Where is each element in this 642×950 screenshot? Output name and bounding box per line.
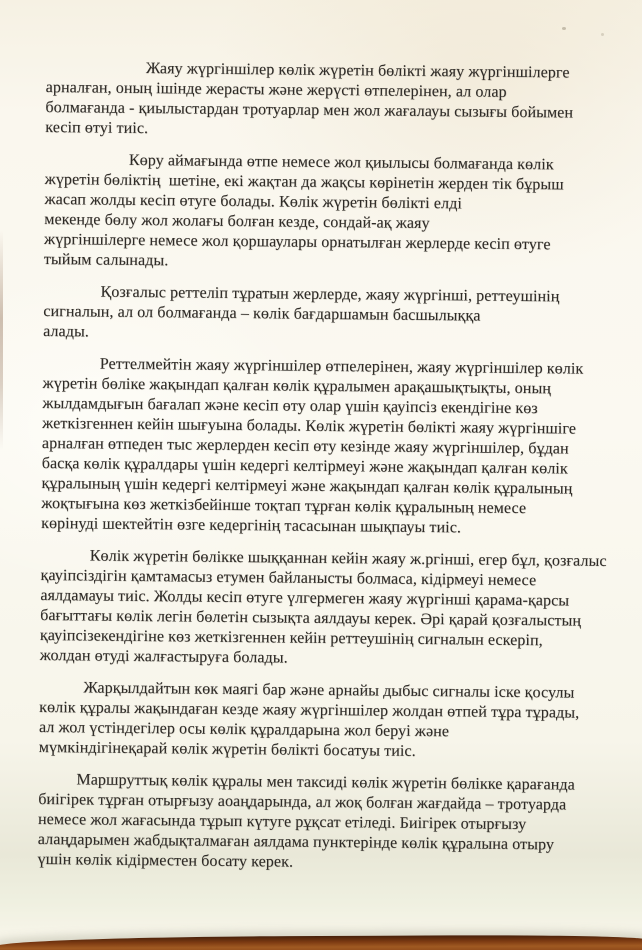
- text-line: сигналын, ал ол болмағанда – көлік бағдаршамын басшылыққа: [43, 302, 481, 325]
- paper-speck: [601, 33, 604, 36]
- document-text: [37, 58, 624, 888]
- text-line: жасап жолды кесіп өтуге болады. Көлік жүретін бөлікті елді: [44, 190, 463, 213]
- paragraph: [39, 678, 618, 764]
- text-line: басқа көлік құралдары үшін кедергі келтірмеуі және жақындап қалған көлік: [41, 454, 568, 478]
- text-line: Жарқылдайтын көк маягі бар және арнайы дыбыс сигналы іске қосулы: [83, 679, 575, 702]
- text-line: көрінуді шектейтін өзге кедергінің тасасынан шықпауы тиіс.: [41, 514, 462, 537]
- text-line: қауіпсізекендігіне көз жеткізгеннен кейін реттеушінің сигналын ескеріп,: [39, 626, 543, 650]
- text-line: жолдан өтуді жалғастыруға болады.: [39, 646, 288, 667]
- paragraph: [40, 546, 619, 672]
- text-line: арналған өтпеден тыс жерлерден кесіп өту кезінде жаяу жүргіншілер, бұдан: [41, 434, 569, 458]
- text-line: Көру аймағында өтпе немесе жол қиылысы болмағанда көлік: [128, 151, 554, 174]
- text-line: алады.: [43, 322, 90, 341]
- paragraph: [37, 770, 616, 876]
- text-line: аялдамауы тиіс. Жолды кесіп өтуге үлгермеген жаяу жүргінші қарама-қарсы: [40, 586, 570, 610]
- text-line: болмағанда - қиылыстардан тротуарлар мен жол жағалауы сызығы бойымен: [45, 98, 574, 122]
- text-line: мүмкіндігінеқарай көлік жүретін бөлікті босатуы тиіс.: [38, 738, 416, 760]
- text-line: жеткізгеннен кейін шығуына болады. Көлік жүретін бөлікті жаяу жүргіншіге: [42, 414, 577, 438]
- paragraph: [45, 58, 624, 144]
- text-line: мекенде бөлу жол жолағы болған кезде, сондай-ақ жаяу: [44, 210, 430, 233]
- table-edge: [0, 935, 642, 950]
- paragraph: [44, 150, 623, 276]
- text-line: тыйым салынады.: [43, 250, 169, 270]
- text-line: қауіпсіздігін қамтамасыз етумен байланысты болмаса, кідірмеуі немесе: [40, 566, 537, 590]
- text-line: жылдамдығын бағалап және кесіп өту олар үшін қауіпсіз екендігіне көз: [42, 394, 538, 418]
- text-line: Қозғалыс реттеліп тұратын жерлерде, жаяу жүргінші, реттеушінің: [100, 283, 560, 306]
- text-line: көлік құралы жақындаған кезде жаяу жүргіншілер жолдан өтпей тұра тұрады,: [39, 698, 580, 722]
- text-line: Көлік жүретін бөлікке шыққаннан кейін жаяу ж.ргінші, егер бұл, қозғалыс: [89, 547, 607, 570]
- text-line: жоқтығына көз жеткізбейінше тоқтап тұрған көлік құралының немесе: [41, 494, 527, 518]
- text-line: арналған, оның ішінде жерасты және жерүсті өтпелерінен, ал олар: [45, 78, 507, 101]
- text-line: Жаяу жүргіншілер көлік жүретін бөлікті жаяу жүргіншілерге: [145, 60, 570, 82]
- paragraph: [43, 282, 622, 348]
- text-line: үшін көлік кідірместен босату керек.: [37, 850, 294, 871]
- paper-speck: [562, 27, 566, 30]
- text-line: алаңдарымен жабдықталмаған аялдама пунктерінде көлік құралына отыру: [37, 830, 555, 854]
- text-line: ал жол үстіндегілер осы көлік құралдарына жол беруі және: [38, 718, 450, 741]
- text-line: бағыттағы көлік легін бөлетін сызықта аялдауы керек. Әрі қарай қозғалыстың: [40, 606, 582, 630]
- text-line: жүретін бөліке жақындап қалған көлік құралымен арақашықтықты, оның: [42, 374, 552, 398]
- text-line: биігірек тұрған отырғызу аоаңдарында, ал жоқ болған жағдайда – тротуарда: [38, 790, 567, 814]
- text-line: Реттелмейтін жаяу жүргіншілер өтпелерінен, жаяу жүргіншілер көлік: [99, 355, 584, 378]
- text-line: кесіп өтуі тиіс.: [45, 118, 149, 138]
- text-line: жүретін бөліктің шетіне, екі жақтан да жақсы көрінетін жерден тік бұрыш: [44, 170, 564, 194]
- text-line: немесе жол жағасында тұрып күтуге рұқсат етіледі. Биігірек отырғызу: [37, 810, 527, 834]
- page-edge-shadow: [0, 230, 3, 450]
- text-line: құралының үшін кедергі келтірмеуі және жақындап қалған көлік құралының: [41, 474, 573, 498]
- text-line: жүргіншілерге немесе жол қоршаулары орнатылған жерлерде кесіп өтуге: [44, 230, 551, 254]
- text-line: Маршруттық көлік құралы мен таксиді көлік жүретін бөлікке қарағанда: [76, 771, 575, 794]
- paragraph: [41, 354, 621, 540]
